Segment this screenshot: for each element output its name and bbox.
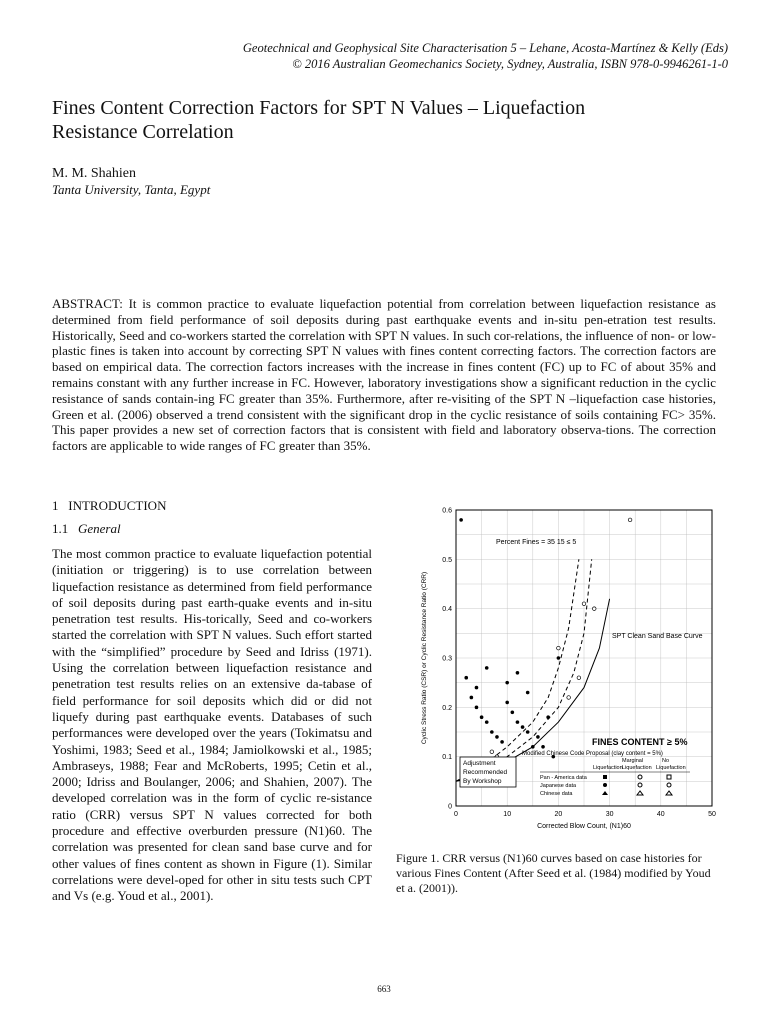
- data-point: [490, 730, 494, 734]
- data-point: [546, 715, 550, 719]
- data-point: [516, 671, 520, 675]
- x-axis-label: Corrected Blow Count, (N1)60: [537, 823, 631, 830]
- legend-liq: Liquefaction: [593, 765, 623, 771]
- data-point: [526, 691, 530, 695]
- subsection-heading: [52, 521, 121, 537]
- data-point: [505, 681, 509, 685]
- data-point: [470, 696, 474, 700]
- x-tick-label: 0: [454, 811, 458, 818]
- subsection-number: 1.1: [52, 521, 69, 536]
- data-point: [541, 745, 545, 749]
- x-tick-label: 40: [656, 811, 665, 818]
- data-point: [475, 706, 479, 710]
- data-point: [582, 602, 586, 606]
- figure-1: [400, 500, 720, 830]
- section-title: INTRODUCTION: [68, 498, 167, 513]
- abstract: ABSTRACT: It is common practice to evaluate liquefaction potential from correlation between liquefaction resistance as determined from field performance of soil deposits during past earthquake events and in-situ pen-etration test results. Historically, Seed and co-workers started the correlation with SPT N values. In such cor-relations, the influence of non- or low-plastic fines is taken into account by correcting SPT N values with fines content correcting factors. The correction factors are based on empirical data. The correction factors increases with the increase in fines content (FC) up to FC of about 35% and remains constant with any further increase in FC. However, laboratory investigations show a significant reduction in the cyclic resistance of sands contain-ing FC greater than 35%. Furthermore, after re-visiting of the SPT N –liquefaction case histories, Green et al. (2006) observed a trend consistent with the significant drop in the cyclic resistance of soils containing FC> 35%. This paper provides a new set of correction factors that is consistent with field and laboratory observa-tions. The correction factors are applicable to wide ranges of FC greater than 35%.: [52, 296, 716, 454]
- data-point: [485, 666, 489, 670]
- header-line-2: © 2016 Australian Geomechanics Society, Sydney, Australia, ISBN 978-0-9946261-1-0: [292, 57, 728, 71]
- y-tick-label: 0.1: [442, 754, 452, 762]
- y-tick-label: 0.5: [442, 556, 452, 564]
- legend-chinese: Chinese data: [540, 791, 573, 797]
- data-point: [516, 720, 520, 724]
- y-tick-label: 0.6: [442, 507, 452, 515]
- section-heading: [52, 498, 166, 514]
- x-tick-label: 20: [554, 811, 563, 818]
- data-point: [557, 646, 561, 650]
- section-number: 1: [52, 498, 59, 513]
- data-point: [557, 656, 561, 660]
- adjustment-label: Adjustment: [463, 760, 496, 767]
- legend-pan-america: Pan - America data: [540, 775, 587, 781]
- data-point: [490, 750, 494, 754]
- data-point: [567, 696, 571, 700]
- legend-no: No: [662, 758, 670, 764]
- data-point: [464, 676, 468, 680]
- fines-content-label: FINES CONTENT ≥ 5%: [592, 737, 688, 747]
- running-header: [48, 40, 728, 72]
- paper-title: [52, 96, 732, 144]
- base-curve-label: SPT Clean Sand Base Curve: [612, 633, 703, 640]
- title-line-1: Fines Content Correction Factors for SPT N Values – Liquefaction: [52, 97, 586, 119]
- data-point: [536, 735, 540, 739]
- header-line-1: Geotechnical and Geophysical Site Characterisation 5 – Lehane, Acosta-Martínez & Kelly (Eds): [242, 41, 728, 55]
- title-line-2: Resistance Correlation: [52, 121, 234, 143]
- data-point: [577, 676, 581, 680]
- crr-chart: [400, 500, 720, 830]
- data-point: [459, 518, 463, 522]
- data-point: [485, 720, 489, 724]
- data-point: [495, 735, 499, 739]
- data-point: [592, 607, 596, 611]
- legend-marginal: Marginal: [622, 758, 644, 764]
- data-point: [475, 686, 479, 690]
- y-tick-label: 0: [448, 803, 452, 811]
- y-tick-label: 0.3: [442, 655, 452, 663]
- data-point: [531, 745, 535, 749]
- body-paragraph: The most common practice to evaluate liquefaction potential (initiation or triggering) is to use correlation between liquefaction resistance as determined from field performance of soil deposits during past earth-quake events and in-situ penetration test results. His-torically, Seed and co-workers started the correlation with SPT N values. Such effort started with the “simplified” procedure by Seed and Idriss (1971). Using the correlation between liquefaction resistance and penetration test results relies on an extensive da-tabase of field performance for soil deposits which did or did not liquefy during past earthquake events. Databases of such performances were developed over the years (Tokimatsu and Yoshimi, 1983; Seed et al., 1984; Jamiolkowski et al., 1985; Ambraseys, 1988; Fear and McRoberts, 1995; Cetin et al., 2000; Idriss and Boulanger, 2006; and Shahien, 2007). The developed correlation was in the form of cyclic re-sistance ratio (CRR) versus SPT N values corrected for both procedure and effective overburden pressure (N1)60. The correlation was presented for clean sand base curve and for other values of fines content as shown in Figure (1). Similar correlations were devel-oped for other in situ tests such CPT and Vs (e.g. Youd et al., 2001).: [52, 546, 372, 904]
- data-point: [526, 730, 530, 734]
- y-tick-label: 0.4: [442, 606, 452, 614]
- legend-no-liq: Liquefaction: [656, 765, 686, 771]
- y-axis-label: Cyclic Stress Ratio (CSR) or Cyclic Resistance Ratio (CRR): [421, 571, 428, 745]
- percent-fines-label: Percent Fines = 35 15 ≤ 5: [496, 539, 577, 546]
- data-point: [511, 710, 515, 714]
- author-affiliation: Tanta University, Tanta, Egypt: [52, 182, 211, 197]
- workshop-label: By Workshop: [463, 778, 502, 785]
- page-number: 663: [377, 984, 391, 994]
- x-tick-label: 10: [503, 811, 512, 818]
- author-name: M. M. Shahien: [52, 166, 136, 181]
- recommended-label: Recommended: [463, 769, 508, 776]
- figure-caption: Figure 1. CRR versus (N1)60 curves based on case histories for various Fines Content (After Seed et al. (1984) modified by Youd et a. (2001)).: [396, 851, 711, 895]
- subsection-title: General: [78, 521, 121, 536]
- data-point: [505, 701, 509, 705]
- chinese-code-label: Modified Chinese Code Proposal (clay content = 5%): [522, 751, 663, 757]
- legend-japanese: Japanese data: [540, 783, 577, 789]
- x-tick-label: 30: [605, 811, 614, 818]
- data-point: [480, 715, 484, 719]
- y-tick-label: 0.2: [442, 704, 452, 712]
- legend-marginal-liq: Liquefaction: [622, 765, 652, 771]
- data-point: [628, 518, 632, 522]
- data-point: [521, 725, 525, 729]
- x-tick-label: 50: [708, 811, 716, 818]
- data-point: [500, 740, 504, 744]
